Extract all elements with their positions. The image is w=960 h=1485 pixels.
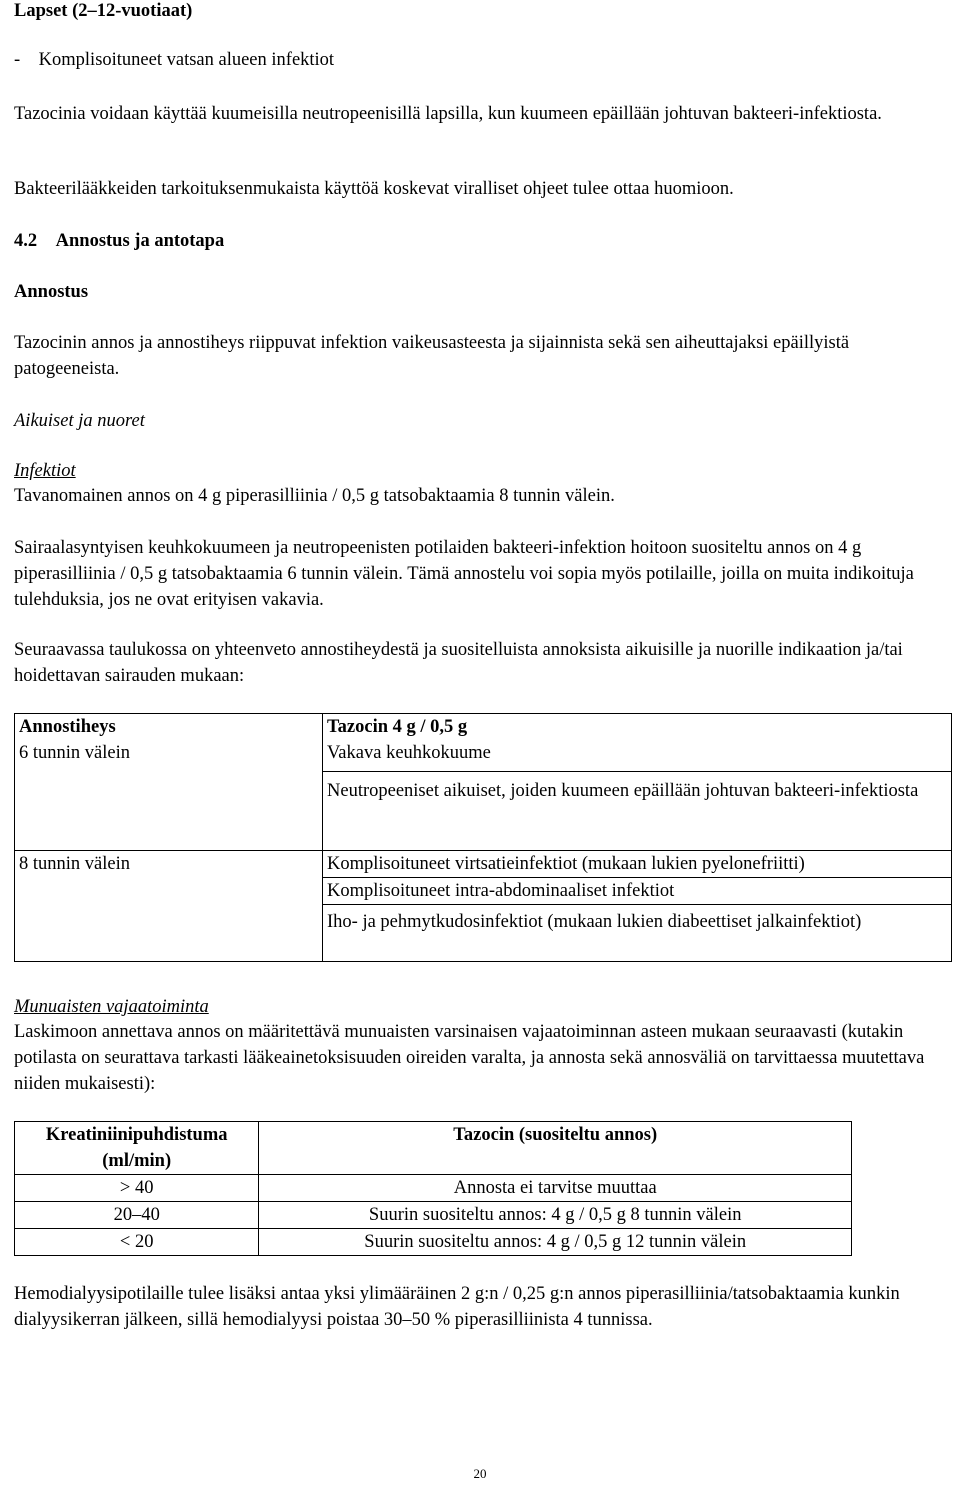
table-row (15, 851, 952, 962)
table-cell-indications (323, 851, 952, 962)
paragraph-renal: Laskimoon annettava annos on määritettävä munuaisten varsinaisen vajaatoiminnan asteen mukaan seuraavasti (kutakin potilasta on seurattava tarkasti lääkeainetoksisuuden oireiden varalta, ja annosta sekä annosväliä on tarvittaessa muutettava niiden mukaisesti): (14, 1022, 925, 1094)
table-cell-frequency (15, 740, 323, 851)
heading-children: Lapset (2–12-vuotiaat) (14, 1, 193, 21)
table-cell: Suurin suositeltu annos: 4 g / 0,5 g 8 tunnin välein (259, 1202, 852, 1229)
indication-item: Vakava keuhkokuume (323, 740, 951, 772)
table-row (15, 740, 952, 851)
paragraph-dosage: Tazocinin annos ja annostiheys riippuvat infektion vaikeusasteesta ja sijainnista sekä sen aiheuttajaksi epäillyistä patogeeneista. (14, 333, 850, 379)
indication-item: Komplisoituneet intra-abdominaaliset infektiot (323, 878, 951, 905)
subheading-infections: Infektiot (14, 461, 76, 481)
table-cell: > 40 (15, 1175, 259, 1202)
section-title: 4.2 Annostus ja antotapa (14, 231, 225, 251)
frequency-label: 8 tunnin välein (19, 854, 130, 874)
table-header-cell: Tazocin 4 g / 0,5 g (323, 714, 952, 741)
table-header-cell: Kreatiniinipuhdistuma (ml/min) (15, 1122, 259, 1175)
paragraph-guidelines: Bakteerilääkkeiden tarkoituksenmukaista käyttöä koskevat viralliset ohjeet tulee ottaa huomioon. (14, 179, 734, 199)
page-number: 20 (473, 1466, 487, 1481)
table-cell-indications (323, 740, 952, 851)
children-indication-item: - Komplisoituneet vatsan alueen infektiot (14, 50, 335, 70)
dosing-table (14, 713, 952, 962)
paragraph-table-intro: Seuraavassa taulukossa on yhteenveto annostiheydestä ja suositelluista annoksista aikuisille ja nuorille indikaation ja/tai hoidettavan sairauden mukaan: (14, 640, 903, 686)
table-header-cell: Annostiheys (15, 714, 323, 741)
subheading-dosage: Annostus (14, 282, 89, 302)
table-row (15, 1122, 852, 1175)
paragraph-usual-dose: Tavanomainen annos on 4 g piperasilliinia / 0,5 g tatsobaktaamia 8 tunnin välein. (14, 486, 615, 506)
paragraph-neutropenia: Tazocinia voidaan käyttää kuumeisilla neutropeenisillä lapsilla, kun kuumeen epäillään johtuvan bakteeri-infektiosta. (14, 104, 882, 124)
table-cell: Suurin suositeltu annos: 4 g / 0,5 g 12 tunnin välein (259, 1229, 852, 1256)
paragraph-pneumonia: Sairaalasyntyisen keuhkokuumeen ja neutropeenisten potilaiden bakteeri-infektion hoitoon suositeltu annos on 4 g piperasilliinia / 0,5 g tatsobaktaamia 6 tunnin välein. Tämä annostelu voi sopia myös potilaille, joilla on muita indikoituja tulehduksia, jos ne ovat erityisen vakavia. (14, 538, 914, 610)
table-cell: < 20 (15, 1229, 259, 1256)
subheading-renal: Munuaisten vajaatoiminta (14, 997, 209, 1017)
paragraph-hemodialysis: Hemodialyysipotilaille tulee lisäksi antaa yksi ylimääräinen 2 g:n / 0,25 g:n annos piperasilliinia/tatsobaktaamia kunkin dialyysikerran jälkeen, sillä hemodialyysi poistaa 30–50 % piperasilliinista 4 tunnissa. (14, 1284, 900, 1330)
subheading-adults: Aikuiset ja nuoret (14, 411, 145, 431)
table-row (15, 1229, 852, 1256)
table-cell-frequency (15, 851, 323, 962)
table-header-cell: Tazocin (suositeltu annos) (259, 1122, 852, 1175)
indication-item: Iho- ja pehmytkudosinfektiot (mukaan lukien diabeettiset jalkainfektiot) (327, 912, 862, 932)
table-cell: Annosta ei tarvitse muuttaa (259, 1175, 852, 1202)
table-row (15, 1175, 852, 1202)
table-row (15, 714, 952, 741)
table-row (15, 1202, 852, 1229)
table-cell: 20–40 (15, 1202, 259, 1229)
frequency-label: 6 tunnin välein (19, 743, 130, 763)
indication-item: Neutropeeniset aikuiset, joiden kuumeen epäillään johtuvan bakteeri-infektiosta (327, 781, 919, 801)
indication-item: Komplisoituneet virtsatieinfektiot (mukaan lukien pyelonefriitti) (323, 851, 951, 878)
renal-dosing-table (14, 1121, 852, 1256)
